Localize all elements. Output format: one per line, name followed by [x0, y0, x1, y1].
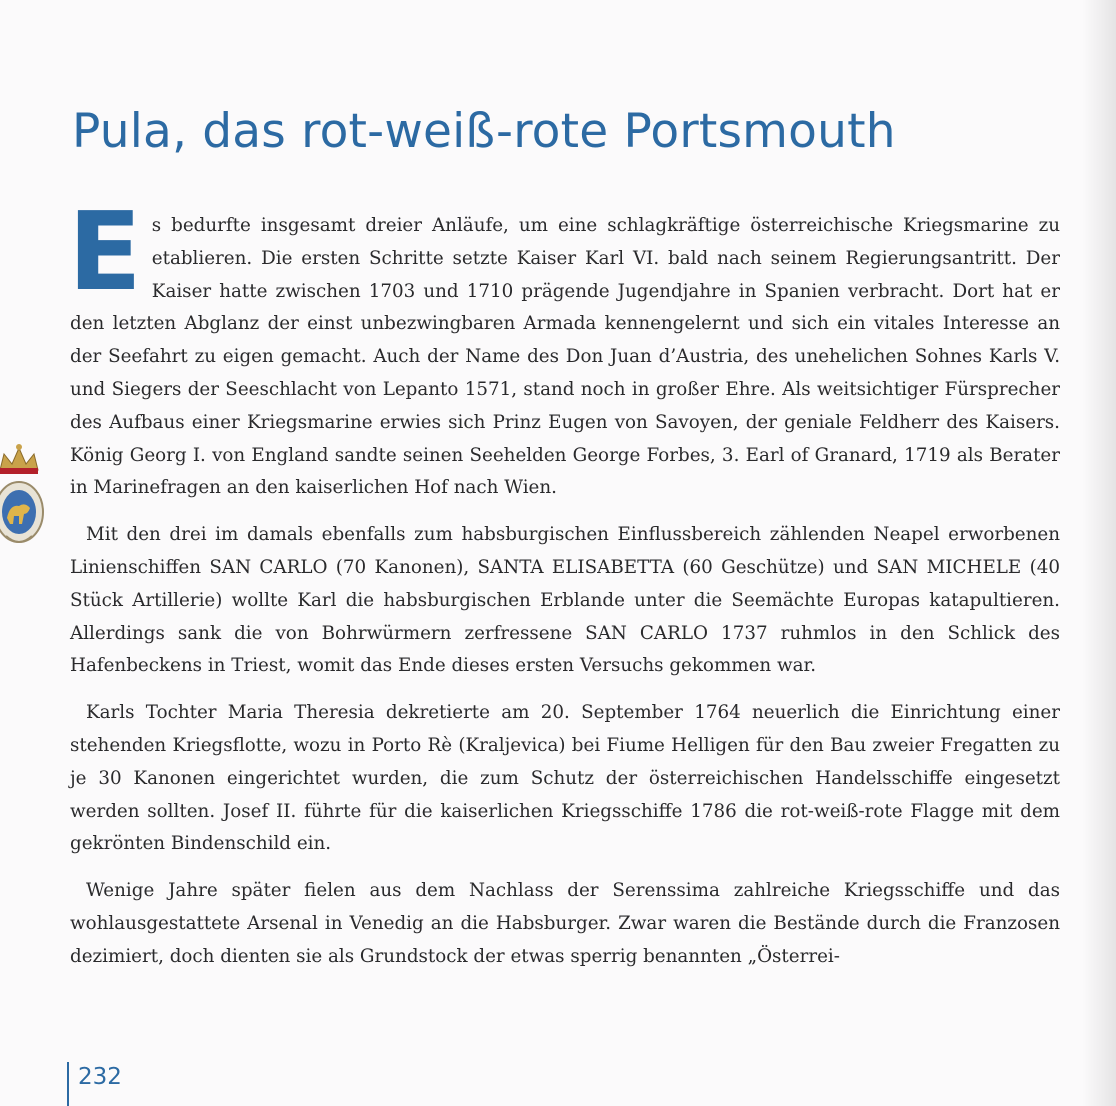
paragraph-3: Karls Tochter Maria Theresia dekretierte am 20. September 1764 neuerlich die Einrichtung einer stehenden Kriegsflotte, wozu in Porto Rè (Kraljevica) bei Fiume Helligen für den Bau zweier Fregatten zu je 30 Kanonen eingerichtet wurden, die zum Schutz der österreichischen Handelsschiffe eingesetzt werden sollten. Josef II. führte für die kaiserlichen Kriegsschiffe 1786 die rot-weiß-rote Flagge mit dem gekrönten Bindenschild ein.: [70, 702, 1060, 855]
page-number: 232: [78, 1064, 122, 1090]
article-body: [68, 190, 1060, 974]
drop-cap: E: [68, 190, 142, 315]
page-number-rule: [67, 1062, 69, 1106]
page-title: Pula, das rot-weiß-rote Portsmouth: [72, 104, 896, 159]
crowned-coat-of-arms-icon: [0, 440, 46, 550]
page-gutter-shadow: [1082, 0, 1116, 1106]
paragraph-2: Mit den drei im damals ebenfalls zum habsburgischen Einflussbereich zählenden Neapel erworbenen Linienschiffen SAN CARLO (70 Kanonen), SANTA ELISABETTA (60 Geschütze) und SAN MICHELE (40 Stück Artillerie) wollte Karl die habsburgischen Erblande unter die Seemächte Europas katapultieren. Allerdings sank die von Bohrwürmern zerfressene SAN CARLO 1737 ruhmlos in den Schlick des Hafenbeckens in Triest, womit das Ende dieses ersten Versuchs gekommen war.: [70, 524, 1060, 677]
paragraph-1: [68, 190, 1060, 505]
paragraph-4: Wenige Jahre später fielen aus dem Nachlass der Serenssima zahlreiche Kriegsschiffe und das wohlausgestattete Arsenal in Venedig an die Habsburger. Zwar waren die Bestände durch die Franzosen dezimiert, doch dienten sie als Grundstock der etwas sperrig benannten „Österrei-: [70, 880, 1060, 967]
paragraph-1-text: s bedurfte insgesamt dreier Anläufe, um eine schlagkräftige österreichische Kriegsmarine zu etablieren. Die ersten Schritte setzte Kaiser Karl VI. bald nach seinem Regierungsantritt. Der Kaiser hatte zwischen 1703 und 1710 prägende Jugendjahre in Spanien verbracht. Dort hat er den letzten Abglanz der einst unbezwingbaren Armada kennengelernt und sich ein vitales Interesse an der Seefahrt zu eigen gemacht. Auch der Name des Don Juan d’Austria, des unehelichen Sohnes Karls V. und Siegers der Seeschlacht von Lepanto 1571, stand noch in großer Ehre. Als weitsichtiger Fürsprecher des Aufbaus einer Kriegsmarine erwies sich Prinz Eugen von Savoyen, der geniale Feldherr des Kaisers. König Georg I. von England sandte seinen Seehelden George Forbes, 3. Earl of Granard, 1719 als Berater in Marinefragen an den kaiserlichen Hof nach Wien.: [70, 215, 1060, 499]
